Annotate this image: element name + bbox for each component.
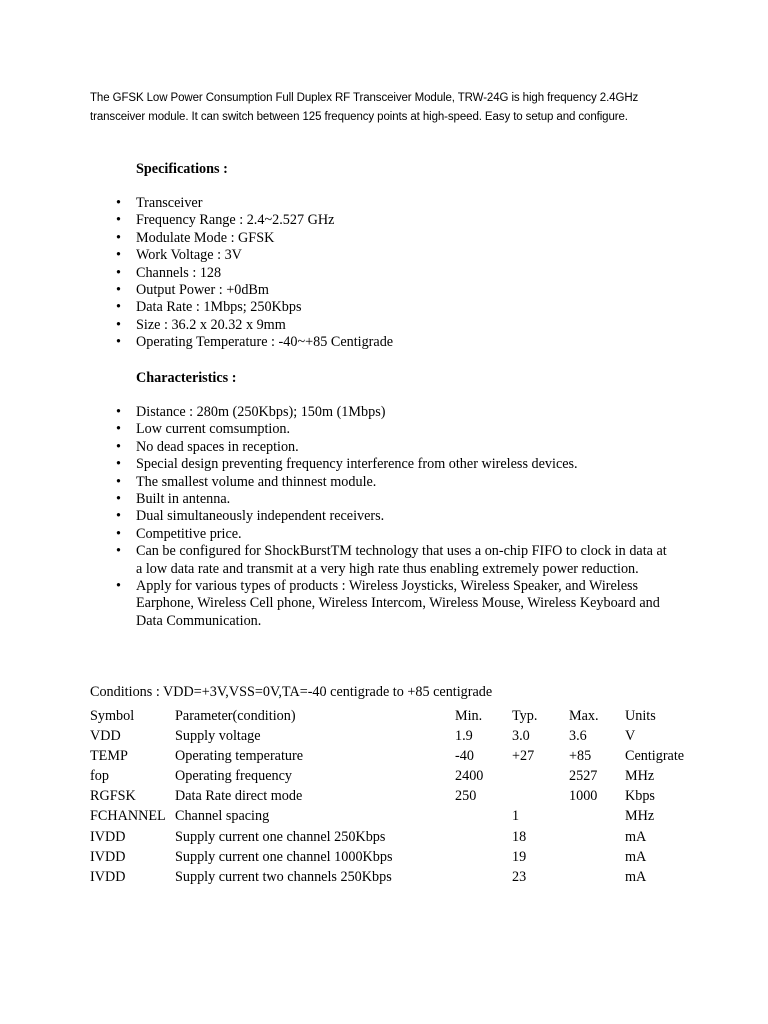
cell-parameter: Channel spacing [175, 808, 270, 825]
bullet-icon: • [116, 525, 121, 542]
list-item: • Low current comsumption. [116, 421, 291, 438]
bullet-icon: • [116, 438, 121, 455]
bullet-icon: • [116, 578, 121, 595]
cell-typ: 1 [512, 808, 520, 825]
bullet-icon: • [116, 456, 121, 473]
bullet-icon: • [116, 195, 121, 211]
list-item: • Competitive price. [116, 525, 242, 542]
list-item: • Operating Temperature : -40~+85 Centigrade [116, 334, 394, 351]
cell-max: 2527 [569, 768, 598, 785]
list-item: • Channels : 128 [116, 264, 222, 281]
list-item: • Can be configured for ShockBurstTM technology that uses a on-chip FIFO to clock in data at a low data rate and transmit at a very high rate thus enabling extremely power reduction. [116, 543, 667, 577]
cell-max: +85 [569, 748, 592, 765]
list-item: • Built in antenna. [116, 491, 231, 508]
header-symbol: Symbol [90, 708, 135, 724]
cell-min: 2400 [455, 768, 484, 785]
cell-units: mA [625, 848, 647, 865]
characteristics-heading: Characteristics : [136, 370, 237, 386]
list-item: • Work Voltage : 3V [116, 247, 242, 264]
cell-min: 250 [455, 788, 477, 805]
cell-parameter: Supply current one channel 250Kbps [175, 828, 386, 845]
cell-max: 1000 [569, 788, 598, 805]
cell-units: Kbps [625, 788, 655, 805]
list-item: • Output Power : +0dBm [116, 282, 269, 299]
characteristics-list [0, 404, 676, 630]
cell-units: MHz [625, 768, 655, 785]
cell-parameter: Operating temperature [175, 748, 304, 765]
list-item: • Apply for various types of products : Wireless Joysticks, Wireless Speaker, and Wireless Earphone, Wireless Cell phone, Wireless Intercom, Wireless Mouse, Wireless Keyboard and Data Communication. [116, 578, 660, 629]
specifications-list [0, 195, 676, 352]
conditions-line: Conditions : VDD=+3V,VSS=0V,TA=-40 centigrade to +85 centigrade [90, 684, 493, 700]
bullet-icon: • [116, 473, 121, 490]
bullet-icon: • [116, 212, 121, 229]
bullet-icon: • [116, 247, 121, 264]
list-item: • Size : 36.2 x 20.32 x 9mm [116, 316, 286, 333]
list-item: • The smallest volume and thinnest module. [116, 473, 377, 490]
header-typ: Typ. [512, 708, 538, 724]
specifications-heading: Specifications : [136, 161, 228, 177]
cell-symbol: fop [90, 768, 109, 785]
list-item: • Frequency Range : 2.4~2.527 GHz [116, 212, 335, 229]
bullet-icon: • [116, 316, 121, 333]
cell-symbol: VDD [90, 728, 121, 745]
cell-symbol: IVDD [90, 868, 126, 885]
cell-typ: +27 [512, 748, 535, 765]
list-item: • No dead spaces in reception. [116, 438, 299, 455]
bullet-icon: • [116, 299, 121, 316]
bullet-icon: • [116, 421, 121, 438]
cell-min: 1.9 [455, 728, 473, 745]
header-max: Max. [569, 708, 599, 724]
cell-symbol: IVDD [90, 848, 126, 865]
bullet-icon: • [116, 404, 121, 420]
bullet-icon: • [116, 543, 121, 560]
cell-max: 3.6 [569, 728, 587, 745]
cell-parameter: Supply current one channel 1000Kbps [175, 848, 393, 865]
intro-paragraph: The GFSK Low Power Consumption Full Duplex RF Transceiver Module, TRW-24G is high frequency 2.4GHz transceiver module. It can switch between 125 frequency points at high-speed. Easy to setup and configure. [90, 92, 639, 123]
cell-typ: 23 [512, 868, 527, 885]
header-parameter: Parameter(condition) [175, 708, 296, 724]
cell-symbol: FCHANNEL [90, 808, 166, 825]
list-item: • Special design preventing frequency interference from other wireless devices. [116, 456, 578, 473]
bullet-icon: • [116, 334, 121, 351]
bullet-icon: • [116, 508, 121, 525]
bullet-icon: • [116, 491, 121, 508]
cell-parameter: Supply current two channels 250Kbps [175, 868, 392, 885]
cell-units: mA [625, 868, 647, 885]
list-item: • Transceiver [116, 195, 203, 211]
cell-units: mA [625, 828, 647, 845]
bullet-icon: • [116, 229, 121, 246]
header-units: Units [625, 708, 656, 724]
list-item: • Distance : 280m (250Kbps); 150m (1Mbps) [116, 404, 386, 420]
cell-units: Centigrate [625, 748, 685, 765]
cell-units: V [625, 728, 636, 745]
cell-parameter: Operating frequency [175, 768, 292, 785]
list-item: • Modulate Mode : GFSK [116, 229, 275, 246]
cell-symbol: IVDD [90, 828, 126, 845]
cell-units: MHz [625, 808, 655, 825]
cell-typ: 3.0 [512, 728, 530, 745]
list-item: • Data Rate : 1Mbps; 250Kbps [116, 299, 302, 316]
cell-symbol: RGFSK [90, 788, 136, 805]
list-item: • Dual simultaneously independent receivers. [116, 508, 385, 525]
cell-typ: 19 [512, 848, 527, 865]
bullet-icon: • [116, 282, 121, 299]
cell-min: -40 [455, 748, 474, 765]
cell-typ: 18 [512, 828, 527, 845]
cell-parameter: Supply voltage [175, 728, 261, 745]
bullet-icon: • [116, 264, 121, 281]
cell-symbol: TEMP [90, 748, 128, 765]
header-min: Min. [455, 708, 483, 724]
cell-parameter: Data Rate direct mode [175, 788, 303, 805]
